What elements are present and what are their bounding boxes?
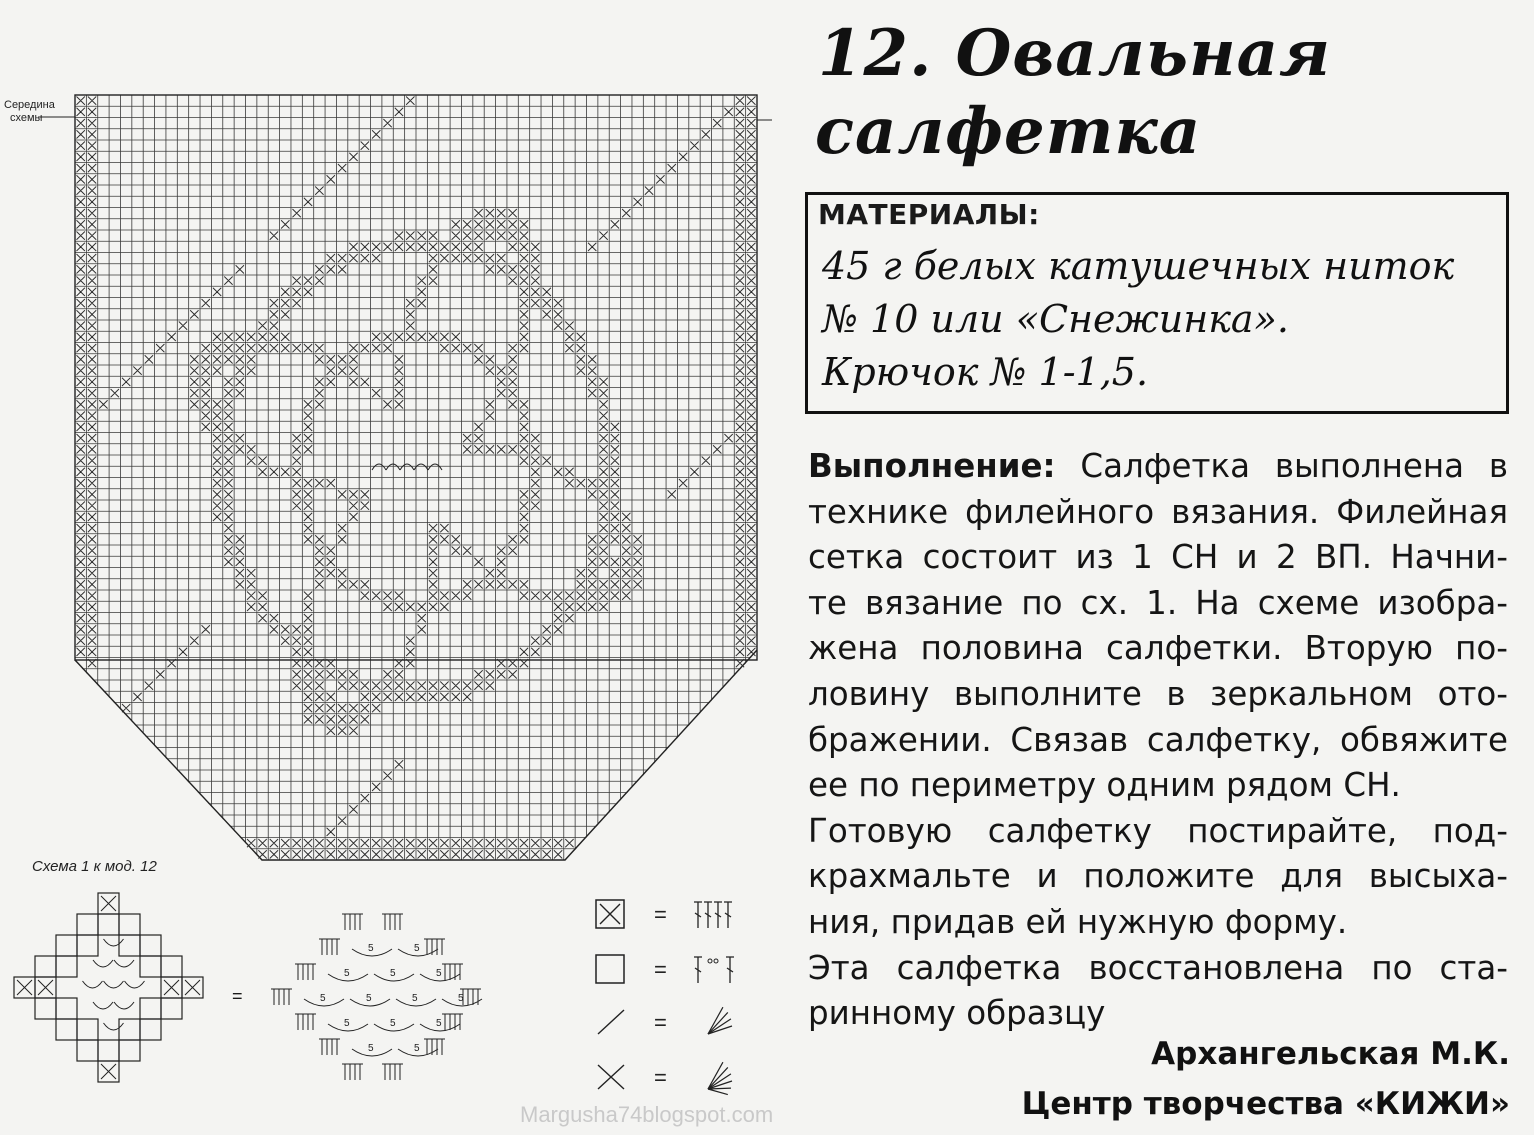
article-title-line1: 12. Овальная: [818, 16, 1331, 91]
svg-text:=: =: [654, 902, 667, 927]
instructions-label: Выполнение:: [808, 447, 1056, 485]
main-filet-chart: [38, 95, 772, 861]
author-name: Архангельская М.К.: [1151, 1036, 1510, 1072]
svg-text:5: 5: [368, 943, 374, 954]
svg-text:5: 5: [390, 1018, 396, 1029]
chart-caption: Схема 1 к мод. 12: [32, 858, 157, 875]
article-title-line2: салфетка: [815, 94, 1202, 169]
instructions-line: ния, придав ей нужную форму.: [808, 902, 1348, 941]
organization-name: Центр творчества «КИЖИ»: [1021, 1086, 1510, 1122]
svg-text:5: 5: [436, 968, 442, 979]
svg-text:5: 5: [412, 993, 418, 1004]
svg-text:5: 5: [436, 1018, 442, 1029]
instructions-line: те вязание по сх. 1. На схеме изобра-: [808, 583, 1508, 622]
materials-line: № 10 или «Снежинка».: [822, 297, 1289, 341]
materials-line: Крючок № 1-1,5.: [822, 350, 1149, 394]
svg-text:=: =: [654, 1065, 667, 1090]
svg-text:=: =: [654, 1010, 667, 1035]
instructions-text: [808, 444, 1508, 1037]
svg-text:5: 5: [344, 968, 350, 979]
instructions-line: ее по периметру одним рядом СН.: [808, 766, 1401, 805]
svg-text:5: 5: [390, 968, 396, 979]
watermark: Margusha74blogspot.com: [520, 1102, 774, 1127]
scallop-motif-diagram: [14, 893, 203, 1082]
middle-label-line2: схемы: [10, 112, 43, 124]
svg-text:5: 5: [320, 993, 326, 1004]
instructions-line: Салфетка выполнена в: [1080, 447, 1508, 485]
svg-text:5: 5: [414, 1043, 420, 1054]
instructions-line: сетка состоит из 1 СН и 2 ВП. Начни-: [808, 538, 1508, 577]
instructions-line: Эта салфетка восстановлена по ста-: [808, 948, 1508, 987]
materials-line: 45 г белых катушечных ниток: [822, 244, 1455, 288]
instructions-line: технике филейного вязания. Филейная: [808, 492, 1508, 531]
scallop-stitch-diagram: [271, 914, 482, 1080]
instructions-line: Готовую салфетку постирайте, под-: [808, 811, 1508, 850]
svg-text:5: 5: [344, 1018, 350, 1029]
instructions-line: бражении. Связав салфетку, обвяжите: [808, 720, 1508, 759]
symbol-legend: [596, 900, 734, 1095]
svg-text:5: 5: [458, 993, 464, 1004]
instructions-line-1: [808, 444, 1508, 490]
instructions-line: жена половина салфетки. Вторую по-: [808, 629, 1508, 668]
svg-text:=: =: [654, 957, 667, 982]
svg-text:5: 5: [414, 943, 420, 954]
middle-label-line1: Середина: [4, 99, 55, 111]
svg-text:5: 5: [368, 1043, 374, 1054]
instructions-line: ринному образцу: [808, 994, 1106, 1033]
equals-sign: =: [232, 986, 243, 1006]
middle-of-chart-label: [4, 99, 55, 125]
materials-heading: МАТЕРИАЛЫ:: [818, 198, 1040, 231]
instructions-line: крахмальте и положите для высыха-: [808, 857, 1508, 896]
svg-text:5: 5: [366, 993, 372, 1004]
instructions-line: ловину выполните в зеркальном ото-: [808, 674, 1508, 713]
